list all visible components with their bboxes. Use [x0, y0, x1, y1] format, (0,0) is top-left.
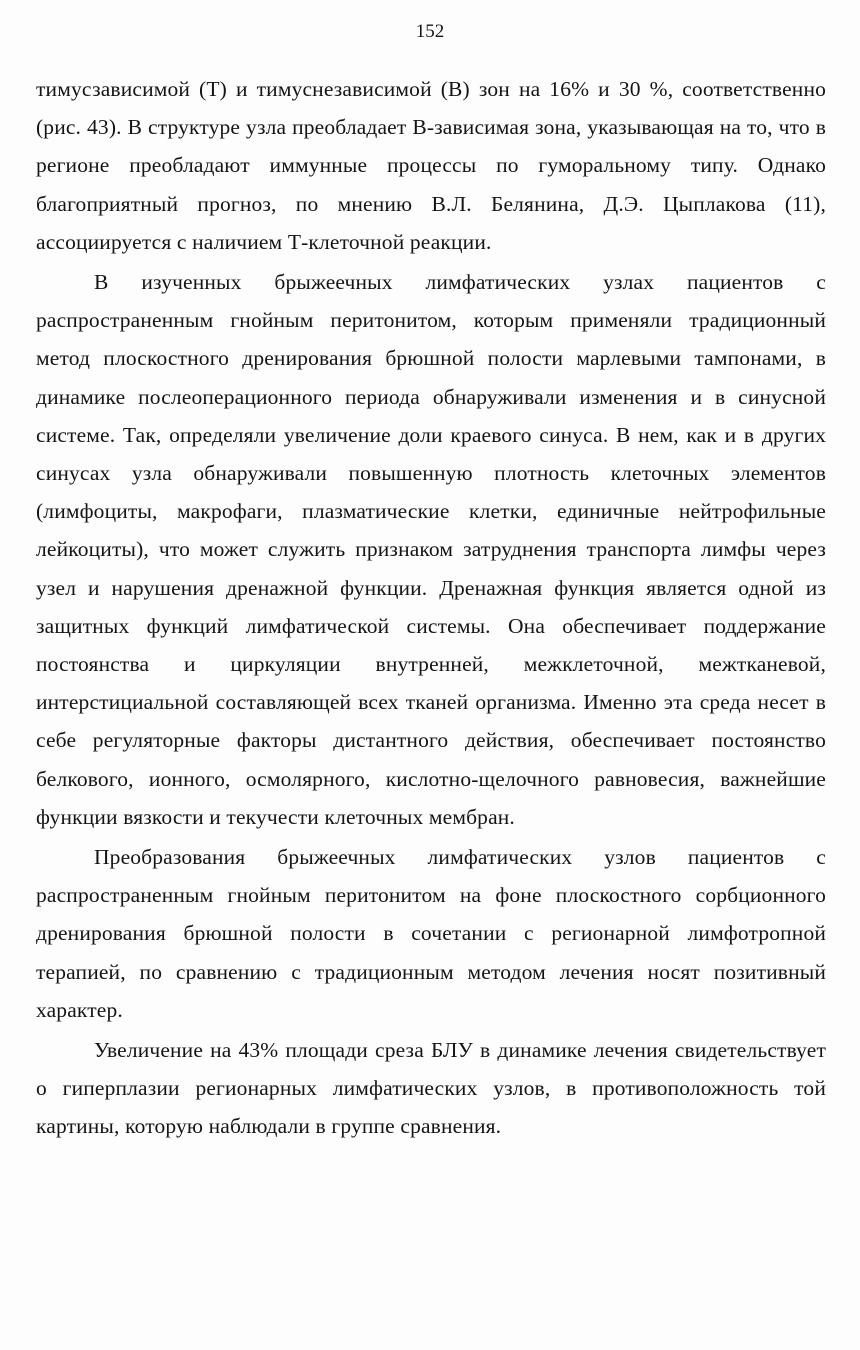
paragraph-sinus-system: В изученных брыжеечных лимфатических узлах пациентов с распространенным гнойным перитонитом, которым применяли традиционный метод плоскостного дренирования брюшной полости марлевыми тампонами, в динамике послеоперационного периода обнаруживали изменения и в синусной системе. Так, определяли увеличение доли краевого синуса. В нем, как и в других синусах узла обнаруживали повышенную плотность клеточных элементов (лимфоциты, макрофаги, плазматические клетки, единичные нейтрофильные лейкоциты), что может служить признаком затруднения транспорта лимфы через узел и нарушения дренажной функции. Дренажная функция является одной из защитных функций лимфатической системы. Она обеспечивает поддержание постоянства и циркуляции внутренней, межклеточной, межтканевой, интерстициальной составляющей всех тканей организма. Именно эта среда несет в себе регуляторные факторы дистантного действия, обеспечивает постоянство белкового, ионного, осмолярного, кислотно-щелочного равновесия, важнейшие функции вязкости и текучести клеточных мембран. — [36, 270, 826, 829]
body-text — [36, 70, 826, 1146]
paragraph-continuation: тимусзависимой (Т) и тимуснезависимой (В) зон на 16% и 30 %, соответственно (рис. 43). В структуре узла преобладает В-зависимая зона, указывающая на то, что в регионе преобладают иммунные процессы по гуморальному типу. Однако благоприятный прогноз, по мнению В.Л. Белянина, Д.Э. Цыплакова (11), ассоциируется с наличием Т-клеточной реакции. — [36, 77, 826, 254]
paragraph-hyperplasia: Увеличение на 43% площади среза БЛУ в динамике лечения свидетельствует о гиперплазии регионарных лимфатических узлов, в противоположность той картины, которую наблюдали в группе сравнения. — [36, 1038, 826, 1139]
paragraph-transformations: Преобразования брыжеечных лимфатических узлов пациентов с распространенным гнойным перитонитом на фоне плоскостного сорбционного дренирования брюшной полости в сочетании с регионарной лимфотропной терапией, по сравнению с традиционным методом лечения носят позитивный характер. — [36, 845, 826, 1022]
page-number: 152 — [415, 21, 445, 42]
